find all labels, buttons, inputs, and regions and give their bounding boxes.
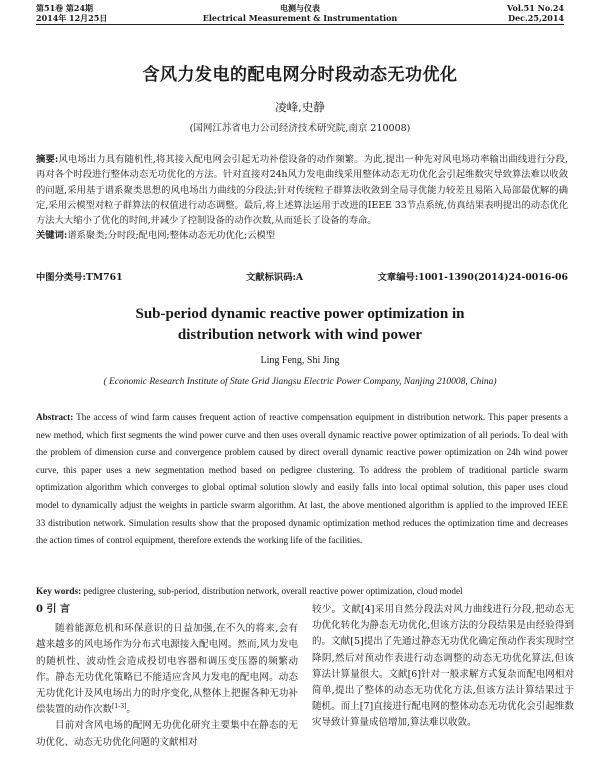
header-date: 2014年 12月25日 [36,13,108,23]
authors-en: Ling Feng, Shi Jing [260,355,340,366]
affiliation-cn: (国网江苏省电力公司经济技术研究院,南京 210008) [189,123,411,134]
running-header [36,3,564,25]
abstract-en-label: Abstract: [36,412,74,422]
header-volume: 第51卷 第24期 [36,3,94,13]
paper-title-en-line2: distribution network with wind power [177,327,423,343]
keywords-en-text: pedigree clustering, sub-period, distribution network, overall reactive power optimization, cloud model [83,586,463,596]
abstract-cn [36,152,568,244]
body-paragraph-1 [36,621,298,718]
article-number: 文章编号:1001-1390(2014)24-0016-06 [377,272,568,283]
header-journal-en: Electrical Measurement & Instrumentation [202,13,398,23]
body-column-right [312,602,574,732]
citation-ref: [1-3] [112,703,127,711]
classification-row [36,269,568,283]
header-journal-cn: 电测与仪表 [280,3,320,13]
keywords-en-label: Key words: [36,586,82,596]
body-paragraph-continued: 较少。文献[4]采用自然分段法对风力曲线进行分段,把动态无功优化转化为静态无功优化,但该方法的分段结果是由经验得到的。文献[5]提出了先通过静态无功优化确定预动作表实现时空降阴,然后对预动作表进行动态调整的动态无功优化算法,但该算法计算量很大。文献[6]针对一般求解方式复杂而配电网相对简单,提出了整体的动态无功优化方法,但该方法计算结果过于随机。而上[7]直接进行配电网的整体动态无功优化会引起维数灾导致计算量成倍增加,算法难以收敛。 [312,604,574,729]
abstract-cn-text: 风电场出力具有随机性,将其接入配电网会引起无功补偿设备的动作频繁。为此,提出一种先对风电场功率输出曲线进行分段,再对各个时段进行整体动态无功优化的方法。针对直接对24h风力发电曲线采用整体动态无功优化会引起维数灾导致算法难以收敛的问题,采用基于谱系聚类思想的风电场出力曲线的分段法;针对传统粒子群算法收敛到全局寻优能力较差且易陷入局部最优解的确定,采用云模型对粒子群算法的权值进行动态调整。最后,将上述算法运用于改进的IEEE 33节点系统,仿真结果表明提出的动态优化方法大大缩小了优化的时间,并减少了控制设备的动作次数,从而延长了设备的寿命。 [36,154,569,227]
body-paragraph-1-text: 随着能源危机和环保意识的日益加强,在不久的将来,会有越来越多的风电场作为分布式电源接入配电网。然而,风力发电的随机性、波动性会造成投切电容器和调压变压器的频繁动作。静态无功优化策略已不能适应含风力发电的配电网。动态无功优化计及风电场出力的时序变化,从整体上把握各种无功补偿装置的动作次数 [36,623,298,716]
header-date-en: Dec.25,2014 [508,13,564,23]
paper-title-en-line1: Sub-period dynamic reactive power optimization in [135,306,465,322]
paper-title-cn: 含风力发电的配电网分时段动态无功优化 [142,65,458,85]
authors-cn: 凌峰,史静 [275,100,325,114]
abstract-en-text: The access of wind farm causes frequent action of reactive compensation equipment in distribution network. This paper presents a new method, which first segments the wind power curve and then uses overall dynamic reactive power optimization of all periods. To deal with the problem of dimension curse and convergence problem caused by direct overall dynamic reactive power optimization on 24h wind power curve, this paper uses a new segmentation method based on pedigree clustering. To address the problem of traditional particle swarm optimization algorithm which converges to global optimal solution slowly and easily falls into local optimal solution, this paper uses cloud model to dynamically adjust the weights in particle swarm algorithm. At last, the above mentioned algorithm is applied to the improved IEEE 33 distribution network. Simulation results show that the proposed dynamic optimization method reduces the optimization time and decreases the action times of control equipment, therefore extends the working life of the facilities. [36,412,569,546]
keywords-cn-label: 关键词: [36,230,68,242]
body-paragraph-1-end: 。 [126,704,136,716]
affiliation-en: ( Economic Research Institute of State Grid Jiangsu Electric Power Company, Nanjing 210008, China) [103,377,497,387]
clc-number: 中图分类号:TM761 [36,272,123,283]
abstract-en [36,409,568,550]
header-rule [36,24,564,25]
section-heading: 0 引 言 [36,604,70,615]
abstract-cn-label: 摘要: [36,154,59,165]
header-journal [36,3,564,23]
body-column-left [36,602,298,751]
document-code: 文献标识码:A [246,272,304,283]
keywords-en [36,584,568,598]
body-paragraph-2: 目前对含风电场的配网无功优化研究主要集中在静态的无功优化、动态无功优化问题的文献相对 [36,720,298,748]
header-volume-en [507,3,564,23]
header-vol-no: Vol.51 No.24 [507,3,564,13]
keywords-cn-text: 谱系聚类;分时段;配电网;整体动态无功优化;云模型 [67,230,276,242]
paper-title-en [0,304,600,346]
